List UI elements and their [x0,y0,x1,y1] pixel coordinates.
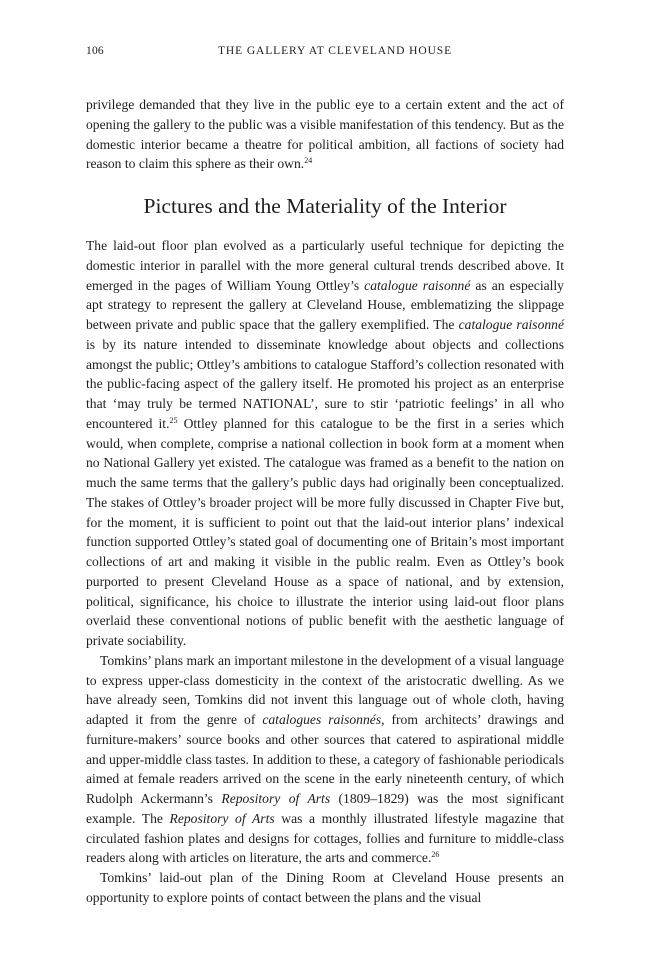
text-run: Tomkins’ laid-out plan of the Dining Room at Cleveland House presents an opportunity to explore points of contact between the plans and the visual [86,870,564,905]
footnote-reference: 24 [304,156,313,166]
text-run: , from architects’ drawings and furniture-makers’ source books and other sources that catered to aspirational middle and upper-middle class tastes. In addition to these, a category of fashionable periodicals aimed at female readers arrived on the scene in the early nineteenth century, of which Rudolph Ackermann’s [86,712,564,806]
italic-title: Repository of Arts [221,791,331,806]
italic-title: catalogue raisonné [364,277,471,293]
running-head [86,45,564,65]
opening-text-block [86,95,564,174]
body-paragraph-2 [86,651,564,868]
text-run: as an especially apt strategy to represent the gallery at Cleveland House, emblematizing the slippage between private and public space that the gallery exemplified. The [86,277,564,332]
footnote-reference: 25 [169,415,178,425]
footnote-reference: 26 [431,850,440,860]
text-run: Ottley planned for this catalogue to be the first in a series which would, when complete, comprise a national collection in book form at a moment when no National Gallery yet existed. The catalogue was framed as a benefit to the nation on much the same terms that the gallery’s public days had originally been conceptualized. The stakes of Ottley’s broader project will be more fully discussed in Chapter Five but, for the moment, it is sufficient to point out that the laid-out interior plans’ indexical function supported Ottley’s stated goal of documenting one of Britain’s most important collections of art and making it visible in the public realm. Even as Ottley’s book purported to present Cleveland House as a space of national, and by extension, political, significance, his choice to illustrate the interior using laid-out floor plans overlaid these conventional notions of public benefit with the aesthetic language of private sociability. [86,415,564,648]
page-number: 106 [86,45,104,57]
text-run: (1809–1829) was the most significant example. The [86,791,564,826]
italic-title: catalogues raisonnés [262,712,382,727]
text-run: privilege demanded that they live in the public eye to a certain extent and the act of opening the gallery to the public was a visible manifestation of this tendency. But as the domestic interior became a theatre for political ambition, all factions of society had reason to claim this sphere as their own. [86,97,564,172]
body-paragraph-3 [86,868,564,908]
text-run: is by its nature intended to disseminate knowledge about objects and collections amongst the public; Ottley’s ambitions to catalogue Stafford’s collection resonated with the public-facing aspect of the gallery itself. He promoted his project as an enterprise that ‘may truly be termed NATIONAL’, sure to stir ‘patriotic feelings’ in all who encountered it. [86,336,564,431]
body-text-block [86,236,564,908]
opening-paragraph [86,95,564,174]
text-run: Tomkins’ plans mark an important milestone in the development of a visual language to express upper-class domesticity in the context of the aristocratic dwelling. As we have already seen, Tomkins did not invent this language out of whole cloth, having adapted it from the genre of [86,652,564,727]
italic-title: Repository of Arts [169,810,275,826]
text-run: was a monthly illustrated lifestyle magazine that circulated fashion plates and designs for cottages, follies and furniture to middle-class readers along with articles on literature, the arts and commerce. [86,810,564,866]
text-run: The laid-out floor plan evolved as a particularly useful technique for depicting the domestic interior in parallel with the more general cultural trends described above. It emerged in the pages of William Young Ottley’s [86,238,564,293]
running-head-title: THE GALLERY AT CLEVELAND HOUSE [218,45,452,57]
italic-title: catalogue raisonné [458,317,564,332]
section-heading: Pictures and the Materiality of the Interior [143,194,507,218]
body-paragraph-1 [86,236,564,651]
